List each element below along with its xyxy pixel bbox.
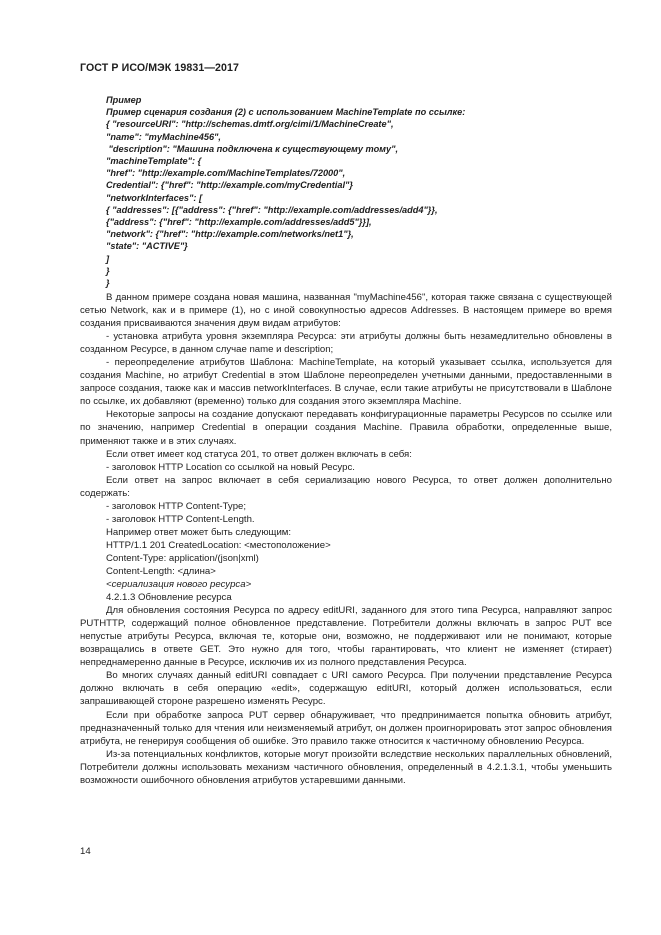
- list-item: - заголовок HTTP Content-Type;: [106, 500, 247, 512]
- paragraph: В данном примере создана новая машина, названная "myMachine456", которая также связана с существующей сетью Network, как и в примере (1), но с иной совокупностью адресов Addresses. В настоящем примере во время создания присваиваются значения двум видам атрибутов:: [80, 292, 612, 330]
- code-line: "networkInterfaces": [: [106, 192, 203, 203]
- code-line: ]: [106, 253, 110, 264]
- list-item: - заголовок HTTP Content-Length.: [106, 513, 255, 525]
- list-item: - установка атрибута уровня экземпляра Ресурса: эти атрибуты должны быть незамедлительно обновлены в созданном Ресурсе, в данном случае name и description;: [80, 331, 612, 356]
- paragraph: Если ответ имеет код статуса 201, то ответ должен включать в себя:: [106, 448, 412, 460]
- code-line: "state": "ACTIVE"}: [106, 241, 188, 252]
- code-line: }: [106, 278, 110, 289]
- code-line: Credential": {"href": "http://example.com/myCredential"}: [106, 180, 353, 191]
- example-label: Пример: [106, 95, 142, 105]
- example-caption: Пример сценария создания (2) с использованием MachineTemplate по ссылке:: [106, 107, 466, 118]
- example-code-block: [106, 94, 626, 289]
- list-item: - заголовок HTTP Location со ссылкой на новый Ресурс.: [106, 461, 355, 473]
- page-number: 14: [80, 846, 91, 857]
- paragraph: Если при обработке запроса PUT сервер обнаруживает, что предпринимается попытка обновить атрибут, предназначенный только для чтения или неизменяемый атрибут, он должен проигнорировать этот запрос обновления атрибута, не генерируя сообщения об ошибке. Это правило также относится к частичному обновлению Ресурса.: [80, 709, 612, 747]
- section-heading: 4.2.1.3 Обновление ресурса: [106, 592, 232, 604]
- code-line: }: [106, 265, 110, 276]
- code-line: "network": {"href": "http://example.com/networks/net1"},: [106, 229, 354, 240]
- list-item: - переопределение атрибутов Шаблона: MachineTemplate, на который указывает ссылка, используется для создания Machine, но атрибут Credential в этом Шаблоне переопределен учетными данными, предоставленными в запросе создания, также как и массив networkInterfaces. В случае, если такие атрибуты не присутствовали в Шаблоне по ссылке, их добавляют (временно) только для создания этого экземпляра Machine.: [80, 357, 612, 408]
- code-line: "href": "http://example.com/MachineTemplates/72000",: [106, 168, 346, 179]
- body-text: [80, 291, 612, 787]
- response-line: HTTP/1.1 201 CreatedLocation: <местоположение>: [106, 539, 331, 551]
- paragraph: Если ответ на запрос включает в себя сериализацию нового Ресурса, то ответ должен дополнительно содержать:: [80, 474, 612, 499]
- paragraph: Например ответ может быть следующим:: [106, 526, 292, 538]
- paragraph: Из-за потенциальных конфликтов, которые могут произойти вследствие нескольких параллельных обновлений, Потребители должны использовать механизм частичного обновления, определенный в 4.2.1.3.1, чтобы уменьшить возможности ошибочного обновления атрибутов устаревшими данными.: [80, 748, 612, 786]
- code-line: {"address": {"href": "http://example.com/addresses/add5"}}],: [106, 217, 372, 228]
- paragraph: Для обновления состояния Ресурса по адресу editURI, заданного для этого типа Ресурса, направляют запрос PUTHTTP, содержащий полное обновленное представление. Потребители должны включать в запрос PUT все непустые атрибуты Ресурса, включая те, которые они, возможно, не поддерживают или не понимают, которые возвращались в ответе GET. Это нужно для того, чтобы гарантировать, что клиент не изменяет (стирает) непреднамеренно данные в Ресурсе, исключив их из полного представления Ресурса.: [80, 605, 612, 669]
- code-line: "name": "myMachine456",: [106, 131, 221, 142]
- code-line: { "addresses": [{"address": {"href": "http://example.com/addresses/add4"}},: [106, 204, 438, 215]
- paragraph: Во многих случаях данный editURI совпадает с URI самого Ресурса. При получении представление Ресурса должно включать в себя операцию «edit», содержащую editURI, который должен использоваться, если запрашивающей стороне разрешено изменять Ресурс.: [80, 670, 612, 708]
- code-line: "machineTemplate": {: [106, 156, 202, 167]
- code-line: "description": "Машина подключена к существующему тому",: [106, 143, 398, 154]
- paragraph: Некоторые запросы на создание допускают передавать конфигурационные параметры Ресурсов по ссылке или по значению, например Credential в операции создания Machine. Правила обработки, определенные выше, применяют также и в этих случаях.: [80, 409, 612, 447]
- response-line: Content-Type: application/(json|xml): [106, 552, 259, 564]
- response-line: Content-Length: <длина>: [106, 565, 216, 577]
- response-line: <сериализация нового ресурса>: [106, 579, 252, 591]
- page-header: ГОСТ Р ИСО/МЭК 19831—2017: [80, 62, 239, 74]
- code-line: { "resourceURI": "http://schemas.dmtf.org/cimi/1/MachineCreate",: [106, 119, 394, 130]
